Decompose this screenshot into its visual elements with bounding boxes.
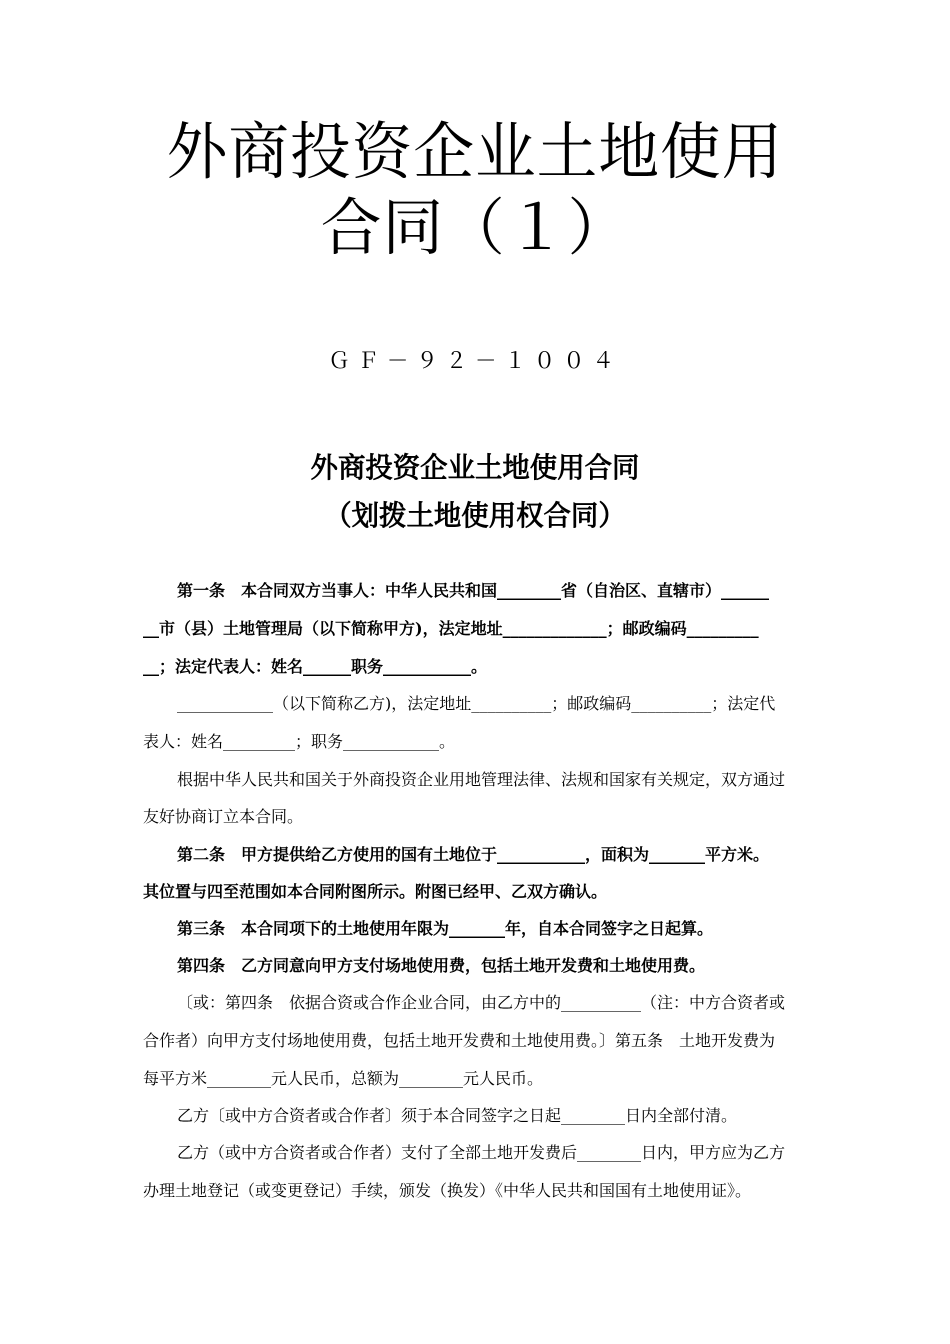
subtitle-line-2: （划拨土地使用权合同） bbox=[324, 499, 626, 532]
main-title-line-1: 外商投资企业土地使用 bbox=[166, 115, 784, 188]
article-2-line-2: 其位置与四至范围如本合同附图所示。附图已经甲、乙双方确认。 bbox=[143, 882, 608, 901]
subtitle-line-1: 外商投资企业土地使用合同 bbox=[310, 451, 640, 484]
article-3: 第三条 本合同项下的土地使用年限为_______年，自本合同签字之日起算。 bbox=[177, 919, 714, 938]
registration-line-2: 办理土地登记（或变更登记）手续，颁发（换发）《中华人民共和国国有土地使用证》。 bbox=[143, 1181, 752, 1200]
registration-line-1: 乙方（或中方合资者或合作者）支付了全部土地开发费后________日内，甲方应为乙方 bbox=[177, 1143, 786, 1162]
article-2-line-1: 第二条 甲方提供给乙方使用的国有土地位于___________，面积为_______平方米。 bbox=[177, 845, 770, 864]
article-1-line-3: __；法定代表人：姓名______职务___________。 bbox=[143, 657, 488, 676]
article-4-alt-line-1: 〔或：第四条 依据合资或合作企业合同，由乙方中的__________（注：中方合资者或 bbox=[177, 993, 786, 1012]
contract-code: ＧＦ－９２－１００４ bbox=[328, 349, 622, 374]
preamble-line-2: 友好协商订立本合同。 bbox=[143, 807, 304, 826]
article-4: 第四条 乙方同意向甲方支付场地使用费，包括土地开发费和土地使用费。 bbox=[177, 956, 706, 975]
party-b-line-1: ____________（以下简称乙方)，法定地址__________；邮政编码__________；法定代 bbox=[177, 694, 776, 713]
article-4-alt-line-2: 合作者）向甲方支付场地使用费，包括土地开发费和土地使用费。〕第五条 土地开发费为 bbox=[143, 1031, 776, 1050]
payment-term: 乙方〔或中方合资者或合作者〕须于本合同签字之日起________日内全部付清。 bbox=[177, 1106, 738, 1125]
preamble-line-1: 根据中华人民共和国关于外商投资企业用地管理法律、法规和国家有关规定，双方通过 bbox=[177, 770, 786, 789]
article-1-line-2: __市（县）土地管理局（以下简称甲方)，法定地址_____________；邮政编码_________ bbox=[143, 619, 759, 638]
party-b-line-2: 表人：姓名_________；职务____________。 bbox=[143, 732, 456, 751]
article-1-line-1: 第一条 本合同双方当事人：中华人民共和国________省（自治区、直辖市）______ bbox=[177, 581, 770, 600]
article-5-line: 每平方米________元人民币，总额为________元人民币。 bbox=[143, 1069, 544, 1088]
main-title-line-2: 合同（１） bbox=[320, 191, 630, 264]
